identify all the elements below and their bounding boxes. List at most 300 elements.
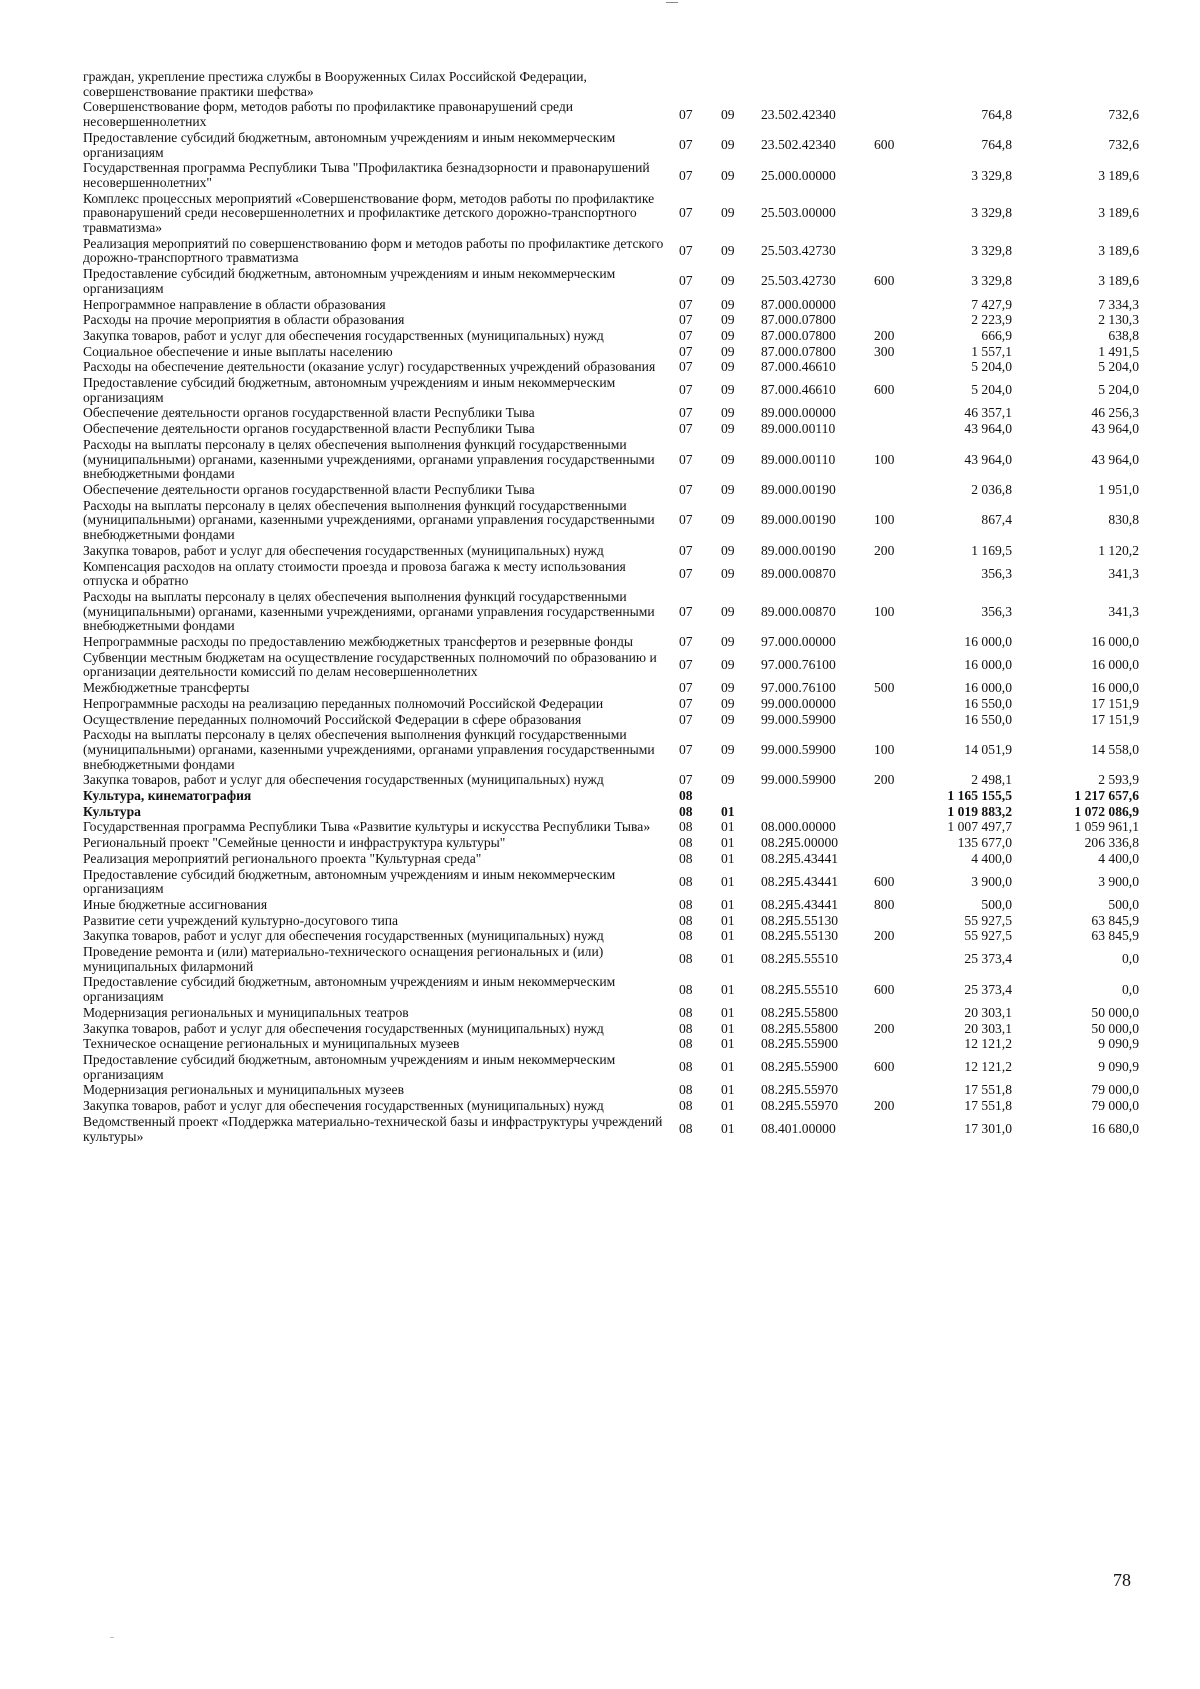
row-target-article: 08.2Я5.55970 [761,1098,839,1114]
row-amount-year2: 341,3 [1108,603,1139,619]
row-subsection-code: 09 [721,327,735,343]
table-row [83,313,1143,329]
row-amount-year1: 356,3 [981,603,1012,619]
row-subsection-code: 01 [721,1036,735,1052]
row-subsection-code: 01 [721,835,735,851]
table-row [83,483,1143,499]
table-row [83,560,1143,590]
row-amount-year1: 500,0 [981,896,1012,912]
row-section-code: 07 [679,137,693,153]
row-amount-year1: 1 007 497,7 [947,819,1012,835]
row-expense-type [866,237,918,267]
row-section-code: 07 [679,359,693,375]
row-target-article [751,70,866,100]
row-section-code: 08 [679,1121,693,1137]
row-section-code: 07 [679,680,693,696]
row-amount-year2: 9 090,9 [1098,1036,1139,1052]
row-target-article: 87.000.46610 [761,359,836,375]
row-amount-year1: 3 329,8 [971,243,1012,259]
row-section-code: 08 [679,981,693,997]
row-expense-type [866,1006,918,1022]
row-amount-year1: 2 498,1 [971,772,1012,788]
row-name: Субвенции местным бюджетам на осуществление государственных полномочий по образованию и организации деятельности комиссий по делам несовершеннолетних [83,649,657,680]
row-section-code: 07 [679,481,693,497]
table-row [83,1083,1143,1099]
row-name: Реализация мероприятий по совершенствованию форм и методов работы по профилактике детского дорожно-транспортного травматизма [83,235,664,266]
row-section-code: 07 [679,243,693,259]
row-subsection-code: 09 [721,421,735,437]
row-amount-year1: 43 964,0 [964,421,1012,437]
row-amount-year1: 12 121,2 [964,1059,1012,1075]
row-subsection-code: 01 [721,951,735,967]
row-amount-year2: 43 964,0 [1091,421,1139,437]
row-amount-year1: 764,8 [981,106,1012,122]
row-subsection-code: 09 [721,137,735,153]
row-amount-year2: 2 593,9 [1098,772,1139,788]
row-name: Государственная программа Республики Тыва "Профилактика безнадзорности и правонарушений несовершеннолетних" [83,160,650,190]
row-section-code: 07 [679,312,693,328]
row-amount-year2: 5 204,0 [1098,382,1139,398]
row-amount-year2: 16 000,0 [1091,634,1139,650]
row-target-article: 25.503.42730 [761,273,836,289]
row-section-code: 08 [679,912,693,928]
row-target-article: 23.502.42340 [761,137,836,153]
table-row [83,192,1143,237]
row-amount-year2: 4 400,0 [1098,850,1139,866]
row-amount-year2: 3 189,6 [1098,167,1139,183]
row-expense-type [866,313,918,329]
table-row [83,438,1143,483]
table-row [83,681,1143,697]
row-section-code: 08 [679,951,693,967]
row-expense-type: 200 [874,327,895,343]
row-amount-year2: 46 256,3 [1091,405,1139,421]
row-amount-year2: 732,6 [1108,137,1139,153]
row-expense-type: 600 [874,873,895,889]
row-amount-year1: 764,8 [981,137,1012,153]
row-name: Непрограммные расходы по предоставлению межбюджетных трансфертов и резервные фонды [83,634,634,650]
table-row [83,728,1143,773]
row-amount-year2: 5 204,0 [1098,359,1139,375]
table-row [83,868,1143,898]
table-row [83,1115,1143,1145]
table-row [83,820,1143,836]
row-name: Социальное обеспечение и иные выплаты населению [83,343,393,359]
row-name: Обеспечение деятельности органов государственной власти Республики Тыва [83,405,535,421]
table-row [83,651,1143,681]
table-row [83,131,1143,161]
row-name: граждан, укрепление престижа службы в Вооруженных Силах Российской Федерации, совершенствование практики шефства» [83,69,587,99]
row-amount-year1: 7 427,9 [971,296,1012,312]
table-row [83,789,1143,805]
row-subsection-code: 09 [721,512,735,528]
row-amount-year2: 3 900,0 [1098,873,1139,889]
row-amount-year1: 3 329,8 [971,167,1012,183]
row-subsection-code: 09 [721,451,735,467]
row-section-code: 07 [679,205,693,221]
row-expense-type [866,805,918,821]
row-name: Расходы на прочие мероприятия в области образования [83,312,405,328]
row-expense-type: 600 [874,273,895,289]
row-subsection-code: 09 [721,243,735,259]
row-target-article: 99.000.59900 [761,711,836,727]
table-row [83,914,1143,930]
row-target-article: 87.000.07800 [761,312,836,328]
row-expense-type: 600 [874,1059,895,1075]
row-name: Предоставление субсидий бюджетным, автономным учреждениям и иным некоммерческим организациям [83,974,616,1005]
row-target-article: 89.000.00000 [761,405,836,421]
row-amount-year2: 0,0 [1122,951,1139,967]
row-section-code: 07 [679,327,693,343]
row-section-code: 07 [679,711,693,727]
row-name: Закупка товаров, работ и услуг для обеспечения государственных (муниципальных) нужд [83,772,604,788]
row-target-article: 89.000.00870 [761,565,836,581]
row-target-article: 97.000.76100 [761,680,836,696]
row-subsection-code: 01 [721,1020,735,1036]
row-subsection-code: 09 [721,167,735,183]
table-row [83,697,1143,713]
row-expense-type: 200 [874,1020,895,1036]
row-amount-year1: 12 121,2 [964,1036,1012,1052]
row-subsection-code: 09 [721,405,735,421]
row-name: Непрограммное направление в области образования [83,296,386,312]
row-amount-year2: 17 151,9 [1091,711,1139,727]
row-amount-year1: 3 900,0 [971,873,1012,889]
row-target-article: 08.2Я5.55970 [761,1082,839,1098]
row-target-article: 87.000.07800 [761,343,836,359]
row-expense-type: 200 [874,772,895,788]
row-expense-type [866,70,918,100]
row-section-code: 07 [679,512,693,528]
row-expense-type [866,192,918,237]
row-expense-type [866,560,918,590]
row-name: Расходы на выплаты персоналу в целях обеспечения выполнения функций государственными (муниципальными) органами, казенными учреждениями, органами управления государственными внебюджетными фондами [83,588,655,634]
row-section-code: 07 [679,421,693,437]
row-name: Предоставление субсидий бюджетным, автономным учреждениям и иным некоммерческим организациям [83,1052,616,1082]
row-section-code: 08 [679,928,693,944]
row-amount-year1: 16 000,0 [964,634,1012,650]
row-name: Осуществление переданных полномочий Российской Федерации в сфере образования [83,711,582,727]
row-section-code: 08 [679,1036,693,1052]
row-section-code: 08 [679,803,693,819]
row-amount-year2: 16 000,0 [1091,657,1139,673]
row-target-article: 25.503.42730 [761,243,836,259]
row-target-article: 89.000.00190 [761,481,836,497]
row-amount-year1: 16 550,0 [964,711,1012,727]
row-subsection-code: 09 [721,711,735,727]
row-expense-type [866,651,918,681]
table-row [83,267,1143,297]
row-name: Непрограммные расходы на реализацию переданных полномочий Российской Федерации [83,695,604,711]
row-expense-type: 800 [874,896,895,912]
row-target-article: 99.000.59900 [761,741,836,757]
row-amount-year1: 867,4 [981,512,1012,528]
table-row [83,406,1143,422]
budget-table-body [83,70,1143,1145]
row-expense-type [866,697,918,713]
row-amount-year1: 666,9 [981,327,1012,343]
row-subsection-code: 01 [721,850,735,866]
row-amount-year2: 830,8 [1108,512,1139,528]
row-subsection-code: 01 [721,928,735,944]
row-expense-type: 100 [874,451,895,467]
row-expense-type: 200 [874,928,895,944]
row-section-code: 07 [679,167,693,183]
row-section-code: 08 [679,850,693,866]
row-expense-type: 500 [874,680,895,696]
table-row [83,1037,1143,1053]
table-row [83,945,1143,975]
table-row [83,161,1143,191]
row-section-code: 07 [679,382,693,398]
row-amount-year2: 341,3 [1108,565,1139,581]
row-section-code: 07 [679,106,693,122]
row-expense-type [866,406,918,422]
row-subsection-code [711,70,751,100]
row-subsection-code: 09 [721,296,735,312]
table-row [83,836,1143,852]
page-number: 78 [1113,1570,1131,1590]
row-name: Модернизация региональных и муниципальных музеев [83,1082,404,1098]
row-subsection-code: 09 [721,772,735,788]
row-amount-year1: 1 019 883,2 [947,803,1012,819]
scan-mark [666,2,678,3]
row-name: Иные бюджетные ассигнования [83,896,268,912]
row-amount-year2: 1 217 657,6 [1074,788,1139,804]
row-subsection-code: 01 [721,803,735,819]
row-amount-year1: 16 000,0 [964,657,1012,673]
row-target-article [751,805,866,821]
row-expense-type: 200 [874,1098,895,1114]
row-subsection-code: 09 [721,382,735,398]
row-target-article: 08.2Я5.55130 [761,928,839,944]
row-expense-type [866,161,918,191]
row-amount-year1: 2 036,8 [971,481,1012,497]
row-amount-year2: 0,0 [1122,981,1139,997]
row-section-code: 07 [679,695,693,711]
table-row [83,422,1143,438]
row-name: Расходы на обеспечение деятельности (оказание услуг) государственных учреждений образования [83,359,656,375]
row-subsection-code: 09 [721,680,735,696]
row-name: Культура, кинематография [83,788,252,804]
row-name: Предоставление субсидий бюджетным, автономным учреждениям и иным некоммерческим организациям [83,866,616,897]
row-target-article: 08.2Я5.43441 [761,896,839,912]
table-row [83,360,1143,376]
row-section-code: 07 [679,634,693,650]
row-amount-year2: 732,6 [1108,106,1139,122]
table-row [83,852,1143,868]
row-name: Расходы на выплаты персоналу в целях обеспечения выполнения функций государственными (муниципальными) органами, казенными учреждениями, органами управления государственными внебюджетными фондами [83,497,655,543]
row-section-code: 07 [679,772,693,788]
row-name: Предоставление субсидий бюджетным, автономным учреждениям и иным некоммерческим организациям [83,266,616,296]
row-section-code: 08 [679,1082,693,1098]
row-subsection-code: 09 [721,657,735,673]
row-name: Компенсация расходов на оплату стоимости проезда и провоза багажа к месту использования отпуска и обратно [83,558,626,589]
row-name: Предоставление субсидий бюджетным, автономным учреждениям и иным некоммерческим организациям [83,375,616,405]
row-amount-year1: 1 165 155,5 [947,788,1012,804]
row-subsection-code: 09 [721,106,735,122]
row-amount-year1: 2 223,9 [971,312,1012,328]
row-subsection-code: 09 [721,205,735,221]
row-amount-year1: 3 329,8 [971,273,1012,289]
row-amount-year2: 63 845,9 [1091,912,1139,928]
table-row [83,773,1143,789]
row-target-article: 89.000.00190 [761,542,836,558]
row-expense-type [866,820,918,836]
row-target-article: 08.2Я5.55900 [761,1059,839,1075]
row-subsection-code: 01 [721,1121,735,1137]
row-section-code [669,70,711,100]
row-target-article: 08.2Я5.55510 [761,981,839,997]
row-target-article: 08.2Я5.55800 [761,1020,839,1036]
row-name: Расходы на выплаты персоналу в целях обеспечения выполнения функций государственными (муниципальными) органами, казенными учреждениями, органами управления государственными внебюджетными фондами [83,436,655,482]
row-section-code: 07 [679,343,693,359]
row-section-code: 08 [679,1059,693,1075]
table-row [83,929,1143,945]
table-row [83,1006,1143,1022]
row-subsection-code: 01 [721,873,735,889]
row-section-code: 08 [679,788,693,804]
row-target-article: 08.000.00000 [761,819,836,835]
row-amount-year1: 25 373,4 [964,981,1012,997]
row-amount-year2: 79 000,0 [1091,1098,1139,1114]
row-amount-year1: 5 204,0 [971,382,1012,398]
row-amount-year1: 17 551,8 [964,1098,1012,1114]
row-expense-type [866,945,918,975]
row-target-article: 97.000.76100 [761,657,836,673]
row-amount-year2: 3 189,6 [1098,273,1139,289]
row-target-article: 89.000.00870 [761,603,836,619]
row-amount-year2: 1 951,0 [1098,481,1139,497]
row-section-code: 07 [679,657,693,673]
row-target-article: 87.000.00000 [761,296,836,312]
row-subsection-code: 01 [721,819,735,835]
row-amount-year1: 5 204,0 [971,359,1012,375]
row-section-code: 07 [679,405,693,421]
row-section-code: 08 [679,819,693,835]
row-expense-type [866,1115,918,1145]
row-expense-type: 100 [874,603,895,619]
row-name: Совершенствование форм, методов работы по профилактике правонарушений среди несовершеннолетних [83,99,574,130]
row-expense-type [866,635,918,651]
row-amount-year1: 55 927,5 [964,928,1012,944]
table-row [83,329,1143,345]
row-expense-type [866,713,918,729]
row-amount-year2: 638,8 [1108,327,1139,343]
row-expense-type [866,298,918,314]
row-target-article: 08.2Я5.43441 [761,850,839,866]
row-amount-year2: 3 189,6 [1098,243,1139,259]
table-row [83,713,1143,729]
row-target-article: 99.000.59900 [761,772,836,788]
row-name: Закупка товаров, работ и услуг для обеспечения государственных (муниципальных) нужд [83,928,604,944]
row-subsection-code: 09 [721,603,735,619]
row-target-article: 99.000.00000 [761,695,836,711]
table-row [83,70,1143,100]
row-name: Предоставление субсидий бюджетным, автономным учреждениям и иным некоммерческим организациям [83,129,616,160]
row-amount-year1: 3 329,8 [971,205,1012,221]
row-name: Межбюджетные трансферты [83,680,250,696]
row-name: Обеспечение деятельности органов государственной власти Республики Тыва [83,481,535,497]
table-row [83,1053,1143,1083]
row-amount-year1: 1 557,1 [971,343,1012,359]
row-amount-year2: 50 000,0 [1091,1020,1139,1036]
row-section-code: 08 [679,1098,693,1114]
row-expense-type [866,852,918,868]
row-amount-year1: 1 169,5 [971,542,1012,558]
row-subsection-code: 09 [721,542,735,558]
row-amount-year1: 55 927,5 [964,912,1012,928]
table-row [83,898,1143,914]
row-amount-year1: 46 357,1 [964,405,1012,421]
row-name: Закупка товаров, работ и услуг для обеспечения государственных (муниципальных) нужд [83,327,604,343]
row-amount-year1: 135 677,0 [957,835,1012,851]
row-target-article: 08.2Я5.00000 [761,835,839,851]
table-row [83,345,1143,361]
row-amount-year1: 16 000,0 [964,680,1012,696]
row-amount-year2: 17 151,9 [1091,695,1139,711]
row-amount-year1: 20 303,1 [964,1004,1012,1020]
row-section-code: 07 [679,603,693,619]
row-target-article: 97.000.00000 [761,634,836,650]
row-amount-year2: 43 964,0 [1091,451,1139,467]
row-subsection-code: 09 [721,312,735,328]
table-row [83,376,1143,406]
row-amount-year2: 63 845,9 [1091,928,1139,944]
table-row [83,100,1143,130]
table-row [83,635,1143,651]
row-expense-type: 100 [874,512,895,528]
row-amount-year2: 1 120,2 [1098,542,1139,558]
row-subsection-code [711,789,751,805]
table-row [83,1099,1143,1115]
row-target-article: 08.2Я5.55900 [761,1036,839,1052]
row-amount-year2: 7 334,3 [1098,296,1139,312]
row-expense-type [866,100,918,130]
row-subsection-code: 09 [721,565,735,581]
row-name: Закупка товаров, работ и услуг для обеспечения государственных (муниципальных) нужд [83,1098,604,1114]
row-expense-type: 200 [874,542,895,558]
row-target-article: 89.000.00110 [761,421,836,437]
table-row [83,298,1143,314]
row-subsection-code: 09 [721,481,735,497]
row-name: Ведомственный проект «Поддержка материально-технической базы и инфраструктуры учреждений культуры» [83,1113,663,1144]
row-amount-year2 [1030,70,1143,100]
row-amount-year1: 17 301,0 [964,1121,1012,1137]
row-amount-year2: 206 336,8 [1084,835,1139,851]
row-amount-year2: 1 059 961,1 [1074,819,1139,835]
row-subsection-code: 09 [721,634,735,650]
row-name: Комплекс процессных мероприятий «Совершенствование форм, методов работы по профилактике правонарушений среди несовершеннолетних и профилактике детского дорожно-транспортного травматизма» [83,190,655,236]
scan-speck [110,1637,114,1638]
row-subsection-code: 01 [721,1059,735,1075]
row-expense-type: 600 [874,981,895,997]
row-subsection-code: 01 [721,1004,735,1020]
row-subsection-code: 09 [721,741,735,757]
row-amount-year1: 14 051,9 [964,741,1012,757]
row-amount-year2: 3 189,6 [1098,205,1139,221]
row-target-article: 23.502.42340 [761,106,836,122]
row-subsection-code: 01 [721,981,735,997]
row-section-code: 07 [679,542,693,558]
row-name: Расходы на выплаты персоналу в целях обеспечения выполнения функций государственными (муниципальными) органами, казенными учреждениями, органами управления государственными внебюджетными фондами [83,727,655,772]
row-expense-type [866,1083,918,1099]
row-amount-year2: 2 130,3 [1098,312,1139,328]
row-target-article: 08.2Я5.55130 [761,912,839,928]
row-section-code: 08 [679,835,693,851]
row-target-article: 25.000.00000 [761,167,836,183]
row-subsection-code: 09 [721,359,735,375]
